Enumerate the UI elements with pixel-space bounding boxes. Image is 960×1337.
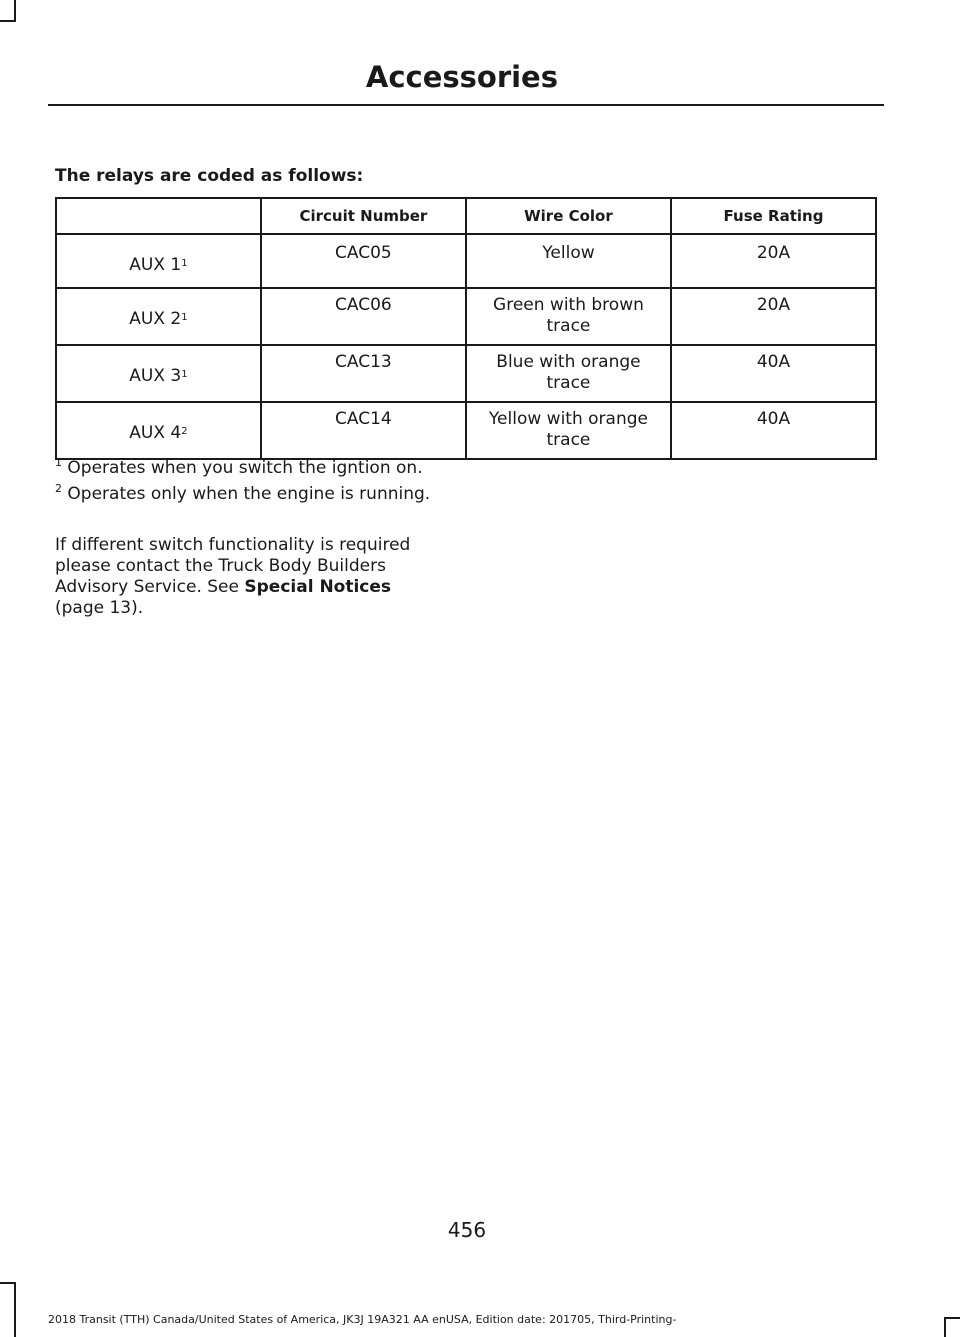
- wire-color-line: Yellow: [542, 243, 595, 263]
- page-title: Accessories: [365, 60, 558, 94]
- table-row: [56, 402, 876, 459]
- relay-name: AUX 1: [129, 254, 182, 275]
- column-header-wire-color: Wire Color: [466, 198, 671, 234]
- fuse-rating-cell: 40A: [671, 345, 876, 402]
- circuit-number-cell: CAC13: [261, 345, 466, 402]
- footnote-ref: 1: [181, 369, 188, 380]
- wire-color-line: Blue with orange: [496, 352, 641, 372]
- wire-color-line: trace: [546, 316, 591, 336]
- circuit-number-cell: CAC06: [261, 288, 466, 345]
- wire-color-cell: [466, 288, 671, 345]
- relay-name-cell: [56, 402, 261, 459]
- crop-mark: [944, 1317, 960, 1319]
- footnote-ref: 1: [181, 312, 188, 323]
- paragraph-line: please contact the Truck Body Builders: [55, 556, 386, 576]
- relay-name: AUX 2: [129, 309, 182, 329]
- wire-color-cell: [466, 402, 671, 459]
- relay-name: AUX 3: [129, 366, 182, 386]
- paragraph-line: (page 13).: [55, 598, 144, 618]
- footnote-mark: 1: [55, 456, 62, 469]
- footnote-text: Operates only when the engine is running.: [62, 484, 431, 504]
- page-footer: 2018 Transit (TTH) Canada/United States of America, JK3J 19A321 AA enUSA, Edition date: 201705, Third-Printing-: [48, 1313, 677, 1326]
- table-row: [56, 234, 876, 288]
- table-header-row: [56, 198, 876, 234]
- header-divider: [48, 104, 884, 106]
- cross-reference-link[interactable]: Special Notices: [244, 577, 392, 597]
- wire-color-cell: [466, 234, 671, 288]
- table-row: [56, 345, 876, 402]
- wire-color-line: trace: [546, 373, 591, 393]
- relay-name-cell: [56, 345, 261, 402]
- footnote-ref: 1: [181, 257, 188, 269]
- table-row: [56, 288, 876, 345]
- fuse-rating-cell: 20A: [671, 234, 876, 288]
- crop-mark: [14, 1282, 16, 1337]
- wire-color-line: trace: [546, 430, 591, 450]
- page-number: 456: [447, 1218, 487, 1242]
- wire-color-line: Green with brown: [493, 295, 644, 315]
- crop-mark: [0, 1282, 16, 1284]
- relay-name: AUX 4: [129, 423, 182, 443]
- relay-name-cell: [56, 234, 261, 288]
- fuse-rating-cell: 40A: [671, 402, 876, 459]
- circuit-number-cell: CAC14: [261, 402, 466, 459]
- body-paragraph: [55, 535, 455, 619]
- paragraph-line: If different switch functionality is required: [55, 535, 411, 555]
- footnote-text: Operates when you switch the igntion on.: [62, 458, 423, 478]
- crop-mark: [14, 0, 16, 22]
- relay-name-cell: [56, 288, 261, 345]
- relay-table: [55, 197, 877, 460]
- column-header-fuse-rating: Fuse Rating: [671, 198, 876, 234]
- footnote: [55, 484, 430, 504]
- circuit-number-cell: CAC05: [261, 234, 466, 288]
- footnote-ref: 2: [181, 426, 188, 437]
- crop-mark: [944, 1317, 946, 1337]
- wire-color-cell: [466, 345, 671, 402]
- paragraph-text: Advisory Service. See: [55, 577, 245, 597]
- footnote: [55, 458, 423, 478]
- wire-color-line: Yellow with orange: [488, 409, 648, 429]
- paragraph-line: [55, 577, 455, 598]
- footnote-mark: 2: [55, 482, 62, 495]
- fuse-rating-cell: 20A: [671, 288, 876, 345]
- column-header-circuit: Circuit Number: [261, 198, 466, 234]
- intro-heading: The relays are coded as follows:: [55, 166, 364, 186]
- column-header-name: [56, 198, 261, 234]
- crop-mark: [0, 20, 16, 22]
